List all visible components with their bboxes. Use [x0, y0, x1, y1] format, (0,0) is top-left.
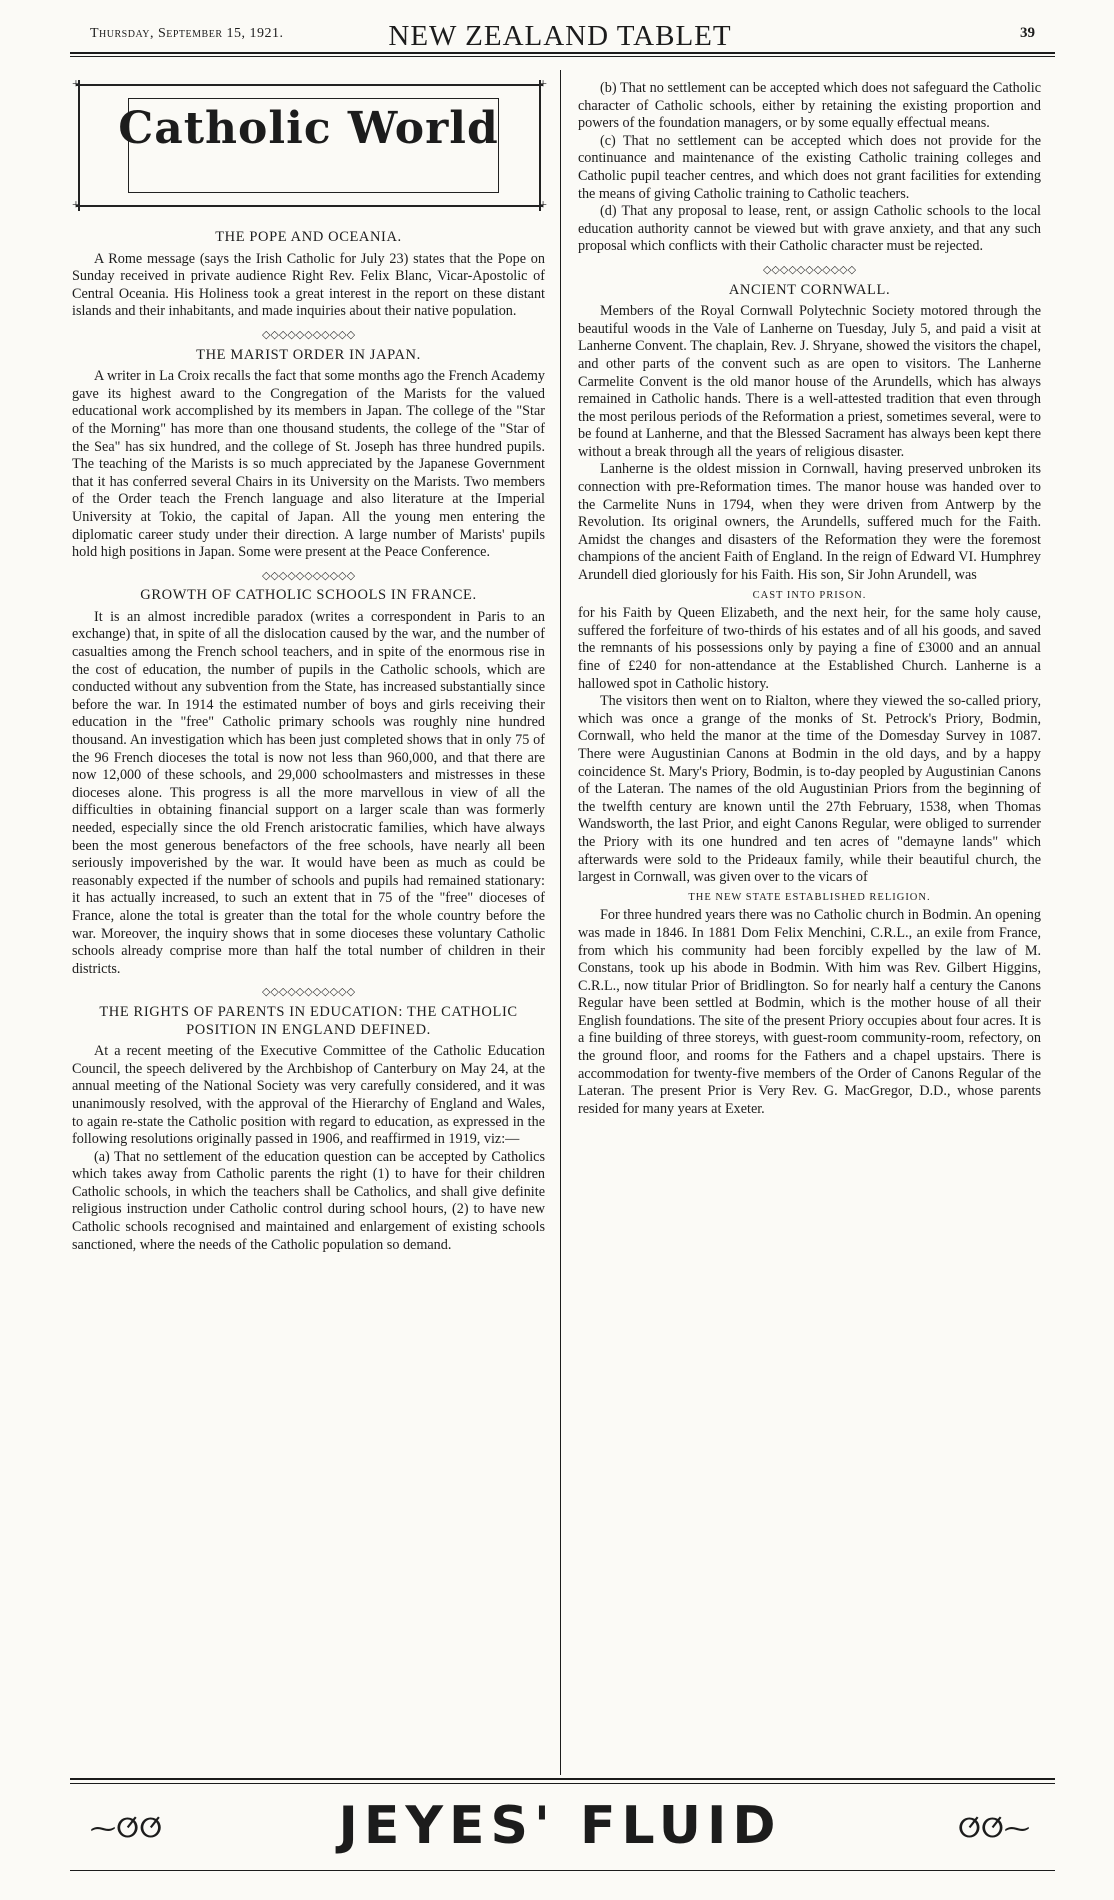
section-separator: ◇◇◇◇◇◇◇◇◇◇◇ [261, 986, 356, 999]
paragraph: for his Faith by Queen Elizabeth, and the next heir, for the same holy cause, suffered the forfeiture of two-thirds of his estates and of all his goods, and saved the remnants of his possessions only by paying a fine of £3000 and an annual fine of £240 for non-attendance at the Established Church. Lanherne is a hallowed spot in Catholic history. [578, 605, 1041, 692]
heading-catholic-schools-france: GROWTH OF CATHOLIC SCHOOLS IN FRANCE. [140, 587, 477, 604]
paragraph: It is an almost incredible paradox (writes a correspondent in Paris to an exchange) that, in spite of all the dislocation caused by the war, and the number of casualties among the French school teachers, and in spite of the enormous rise in the cost of education, the number of pupils in the Catholic schools, which are conducted without any subvention from the State, has increased substantially since before the war. In 1914 the estimated number of boys and girls receiving their education in the "free" Catholic primary schools was roughly nine hundred thousand. An investigation which has been just completed shows that in only 75 of the 96 French dioceses the total is now not less than 960,000, and that there are now 12,000 of these schools, and 29,000 schoolmasters and mistresses in these dioceses alone. This progress is all the more marvellous in view of all the difficulties in obtaining financial support on a larger scale than was formerly needed, especially since the old French aristocratic families, which have always been the most generous benefactors of the free schools, have nearly all been seriously impoverished by the war. It would have been as much as could be reasonably expected if the number of schools and pupils had remained stationary: it has actually increased, to such an extent that in 75 of the "free" dioceses of France, alone the total is greater than the total for the whole country before the war. Moreover, the inquiry shows that in some dioceses these voluntary Catholic schools already comprise more than half the total number of children in their districts. [72, 608, 545, 977]
subheading: CAST INTO PRISON. [752, 589, 867, 601]
column-title: Catholic World [118, 103, 499, 154]
page-number: 39 [1020, 25, 1035, 41]
right-column [578, 80, 1041, 1118]
left-column [72, 77, 547, 1254]
paragraph: For three hundred years there was no Catholic church in Bodmin. An opening was made in 1846. In 1881 Dom Felix Menchini, C.R.L., an exile from France, from which his community had been forcibly expelled by the law of M. Constans, took up his abode in Bodmin. With him was Rev. Gilbert Higgins, C.R.L., now titular Prior of Bridlington. So for nearly half a century the Canons Regular have been settled at Bodmin, which is the mother house of all their English foundations. The site of the present Priory occupies about four acres. It is a fine building of three storeys, with guest-room community-room, refectory, on the ground floor, and rooms for the Fathers and a chapel upstairs. There is accommodation for twenty-five members of the Order of Canons Regular of the Lateran. The present Prior is Very Rev. G. MacGregor, D.D., whose parents resided for many years at Exeter. [578, 907, 1041, 1117]
paragraph: Members of the Royal Cornwall Polytechnic Society motored through the beautiful woods in the Vale of Lanherne on Tuesday, July 5, and paid a visit at Lanherne Convent. The chaplain, Rev. J. Shryane, showed the visitors the chapel, and other parts of the convent such as are open to visitors. The Lanherne Carmelite Convent is the old manor house of the Arundells, which has always remained in Catholic hands. There is a well-attested tradition that even through the most perilous periods of the Reformation a priest, sometimes several, were to be found at Lanherne, and that the Blessed Sacrament has always been kept there without a break through all the years of religious disaster. [578, 303, 1041, 460]
left-ornament: ⁓ⵚⵚ [90, 1814, 163, 1843]
paragraph: (a) That no settlement of the education question can be accepted by Catholics which takes away from Catholic parents the right (1) to have for their children Catholic schools, in which the teachers shall be Catholics, and shall give definite religious instruction under Catholic control during school hours, (2) to have new Catholic schools recognised and maintained and enlargement of existing schools sanctioned, where the needs of the Catholic population so demand. [72, 1148, 545, 1253]
masthead: NEW ZEALAND TABLET [388, 20, 732, 52]
ad-rule-top-thin [70, 1783, 1055, 1784]
paragraph: (d) That any proposal to lease, rent, or assign Catholic schools to the local education authority cannot be viewed but with grave anxiety, and that any such proposal which conflicts with their Catholic character must be rejected. [578, 203, 1041, 255]
heading-rights-of-parents: THE RIGHTS OF PARENTS IN EDUCATION: THE CATHOLIC POSITION IN ENGLAND DEFINED. [99, 1003, 518, 1038]
column-divider [560, 70, 561, 1775]
ad-rule-bottom [70, 1870, 1055, 1871]
section-separator: ◇◇◇◇◇◇◇◇◇◇◇ [762, 263, 857, 276]
heading-ancient-cornwall: ANCIENT CORNWALL. [728, 281, 891, 298]
advertisement-text: JEYES' FLUID [338, 1796, 782, 1856]
issue-date: Thursday, September 15, 1921. [90, 26, 284, 41]
heading-pope-oceania: THE POPE AND OCEANIA. [215, 229, 402, 245]
ad-rule-top [70, 1778, 1055, 1780]
advertisement-banner [70, 1792, 1050, 1862]
heading-marist-order: THE MARIST ORDER IN JAPAN. [196, 346, 421, 363]
paragraph: At a recent meeting of the Executive Committee of the Catholic Education Council, the speech delivered by the Archbishop of Canterbury on May 24, at the annual meeting of the National Society was very carefully considered, and it was unanimously resolved, with the approval of the Hierarchy of England and Wales, to again re-state the Catholic position with regard to education, as expressed in the following resolutions originally passed in 1906, and reaffirmed in 1919, viz:— [72, 1043, 545, 1148]
paragraph: A writer in La Croix recalls the fact that some months ago the French Academy gave its highest award to the Congregation of the Marists for the valued educational work accomplished by its members in Japan. The college of the "Star of the Morning" has more than one thousand students, the college of the "Star of the Sea" has six hundred, and the college of St. Joseph has three hundred pupils. The teaching of the Marists is so much appreciated by the Japanese Government that it has conferred several Chairs in its University on the Marists. Two members of the Order teach the French language and also literature at the Imperial University at Tokio, the capital of Japan. All the young men entering the diplomatic career study under their direction. A large number of Marists' pupils hold high positions in Japan. Some were present at the Peace Conference. [72, 368, 545, 561]
paragraph: A Rome message (says the Irish Catholic for July 23) states that the Pope on Sunday received in private audience Right Rev. Felix Blanc, Vicar-Apostolic of Central Oceania. His Holiness took a great interest in the report on these distant islands and their inhabitants, and made inquiries about their native population. [72, 250, 545, 320]
section-separator: ◇◇◇◇◇◇◇◇◇◇◇ [261, 328, 356, 341]
subheading: THE NEW STATE ESTABLISHED RELIGION. [688, 891, 931, 903]
column-title-box: + + + + Catholic World [72, 77, 547, 213]
page-header [70, 18, 1050, 50]
paragraph: Lanherne is the oldest mission in Cornwall, having preserved unbroken its connection with pre-Reformation times. The manor house was handed over to the Carmelite Nuns in 1794, when they were driven from Antwerp by the Revolution. Its original owners, the Arundells, suffered much for the Faith. Amidst the changes and disasters of the Reformation they were the foremost champions of the ancient Faith of England. In the reign of Edward VI. Humphrey Arundell died gloriously for his Faith. His son, Sir John Arundell, was [578, 461, 1041, 584]
paragraph: (b) That no settlement can be accepted which does not safeguard the Catholic character of Catholic schools, either by retaining the existing proportion and powers of the foundation managers, or by some equally effectual means. [578, 80, 1041, 132]
header-rule-bottom [70, 56, 1055, 57]
paragraph: (c) That no settlement can be accepted which does not provide for the continuance and maintenance of the existing Catholic training colleges and Catholic pupil teacher centres, and which does not grant facilities for extending the means of giving Catholic training to Catholic teachers. [578, 132, 1041, 202]
paragraph: The visitors then went on to Rialton, where they viewed the so-called priory, which was once a grange of the monks of St. Petrock's Priory, Bodmin, Cornwall, who held the manor at the time of the Domesday Survey in 1087. There were Augustinian Canons at Bodmin in the old days, and by a happy coincidence St. Mary's Priory, Bodmin, is to-day peopled by Augustinian Canons of the Lateran. The names of the old Augustinian Priors from the beginning of the twelfth century are known until the 27th February, 1538, when Thomas Wandsworth, the last Prior, and eight Canons Regular, were obliged to surrender the Priory with its one hundred and ten acres of "demayne lands" which afterwards were sold to the Prideaux family, while their beautiful church, the largest in Cornwall, was given over to the vicars of [578, 693, 1041, 886]
right-ornament: ⵚⵚ⁓ [957, 1814, 1030, 1843]
header-rule-top [70, 52, 1055, 54]
section-separator: ◇◇◇◇◇◇◇◇◇◇◇ [261, 569, 356, 582]
